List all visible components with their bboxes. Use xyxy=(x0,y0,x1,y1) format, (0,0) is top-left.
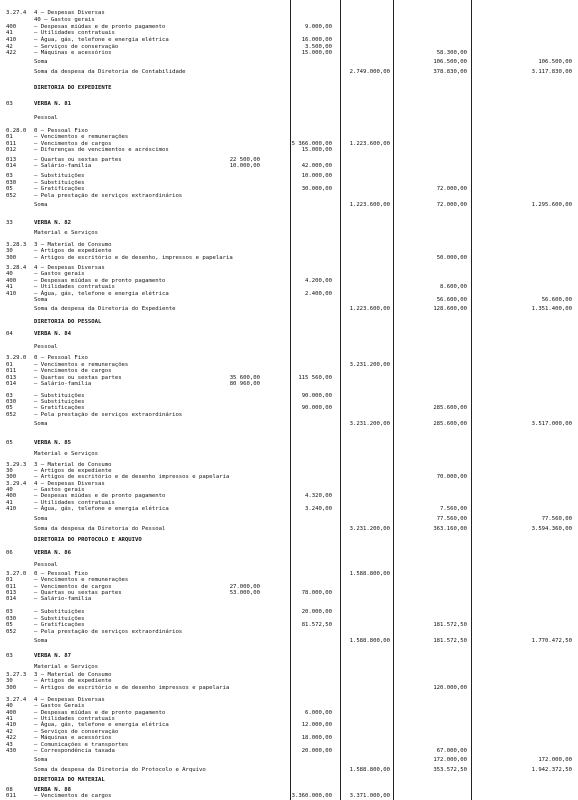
row-description: Soma da despesa da Diretoria do Pessoal xyxy=(34,526,166,532)
row-description: — Utilidades contratuais xyxy=(34,284,115,290)
row-value-col3: 3.231.200,00 xyxy=(349,421,390,427)
row-value-col5: 106.500,00 xyxy=(538,59,572,65)
row-description: Soma xyxy=(34,638,48,644)
row-code: 422 xyxy=(6,50,17,56)
row-description: — Pela prestação de serviços extraordinários xyxy=(34,193,183,199)
row-value-col1: 22 500,00 xyxy=(229,157,260,163)
row-description: — Quartas ou sextas partes xyxy=(34,375,122,381)
row-description: 0 — Pessoal Fixo xyxy=(34,571,88,577)
row-code: 3.27.4 xyxy=(6,10,27,16)
row-description: 4 — Despesas Diversas xyxy=(34,697,105,703)
row-value-col5: 172.000,00 xyxy=(538,757,572,763)
row-code: 04 xyxy=(6,331,13,337)
row-description: — Água, gás, telefone e energia elétrica xyxy=(34,722,169,728)
row-code: 05 xyxy=(6,405,13,411)
row-code: 42 xyxy=(6,44,13,50)
ledger-row xyxy=(0,330,578,338)
row-value-col2: 81.572,50 xyxy=(301,622,332,628)
ledger-row xyxy=(0,100,578,108)
row-description: Soma da despesa da Diretoria do Expediente xyxy=(34,306,176,312)
row-value-col2: 78.000,00 xyxy=(301,590,332,596)
row-description: — Gratificações xyxy=(34,622,85,628)
row-code: 400 xyxy=(6,710,17,716)
row-value-col2: 115 560,00 xyxy=(298,375,332,381)
ledger-row xyxy=(0,525,578,533)
row-code: 014 xyxy=(6,163,17,169)
row-value-col1: 35 600,00 xyxy=(229,375,260,381)
row-description: Material e Serviços xyxy=(34,664,98,670)
row-value-col2: 4.320,00 xyxy=(305,493,332,499)
row-description: — Água, gás, telefone e energia elétrica xyxy=(34,291,169,297)
row-value-col2: 3.240,00 xyxy=(305,506,332,512)
row-code: 30 xyxy=(6,468,13,474)
row-description: — Correspondência taxada xyxy=(34,748,115,754)
row-description: — Substituições xyxy=(34,616,85,622)
row-description: Soma xyxy=(34,59,48,65)
row-description: — Gastos gerais xyxy=(34,487,85,493)
row-description: — Vencimentos de cargos xyxy=(34,793,112,799)
row-value-col5: 3.517.000,00 xyxy=(531,421,572,427)
row-code: 41 xyxy=(6,716,13,722)
row-description: DIRETORIA DO EXPEDIENTE xyxy=(34,85,112,91)
row-description: — Artigos de expediente xyxy=(34,678,112,684)
row-value-col3: 1.223.600,00 xyxy=(349,306,390,312)
row-description: — Pela prestação de serviços extraordinários xyxy=(34,629,183,635)
row-description: Soma xyxy=(34,202,48,208)
row-value-col2: 16.000,00 xyxy=(301,37,332,43)
row-code: 012 xyxy=(6,147,17,153)
row-description: — Gratificações xyxy=(34,405,85,411)
row-code: 013 xyxy=(6,375,17,381)
row-value-col4: 106.500,00 xyxy=(433,59,467,65)
row-value-col2: 9.000,00 xyxy=(305,24,332,30)
row-value-col2: 12.000,00 xyxy=(301,722,332,728)
row-description: VERBA N. 88 xyxy=(34,787,72,793)
row-description: — Artigos de expediente xyxy=(34,468,112,474)
row-description: 4 — Despesas Diversas xyxy=(34,10,105,16)
row-description: — Salário-família xyxy=(34,163,92,169)
row-description: 3 — Material de Consumo xyxy=(34,672,112,678)
row-value-col4: 120.000,00 xyxy=(433,685,467,691)
row-description: — Serviços de conservação xyxy=(34,44,119,50)
row-value-col2: 10.000,00 xyxy=(301,173,332,179)
row-description: — Serviços de conservação xyxy=(34,729,119,735)
row-code: 410 xyxy=(6,291,17,297)
row-description: 4 — Despesas Diversas xyxy=(34,265,105,271)
row-code: 30 xyxy=(6,248,13,254)
row-code: 030 xyxy=(6,180,17,186)
ledger-row xyxy=(0,201,578,209)
row-description: — Despesas miúdas e de pronto pagamento xyxy=(34,493,166,499)
row-description: — Gastos gerais xyxy=(34,271,85,277)
ledger-row xyxy=(0,439,578,447)
row-description: Soma xyxy=(34,757,48,763)
ledger-row xyxy=(0,68,578,76)
row-code: 410 xyxy=(6,506,17,512)
row-description: VERBA N. 87 xyxy=(34,653,72,659)
row-code: 01 xyxy=(6,577,13,583)
row-value-col4: 353.572,50 xyxy=(433,767,467,773)
ledger-row xyxy=(0,505,578,513)
row-description: DIRETORIA DO PROTOCOLO E ARQUIVO xyxy=(34,537,142,543)
row-description: Soma da despesa da Diretoria do Protocolo e Arquivo xyxy=(34,767,206,773)
row-description: — Substituições xyxy=(34,399,85,405)
row-description: Material e Serviços xyxy=(34,230,98,236)
row-value-col3: 1.588.800,00 xyxy=(349,571,390,577)
row-value-col4: 72.000,00 xyxy=(436,186,467,192)
row-value-col4: 50.000,00 xyxy=(436,255,467,261)
row-description: — Vencimentos de cargos xyxy=(34,368,112,374)
row-description: — Gratificações xyxy=(34,186,85,192)
row-value-col1: 80 960,00 xyxy=(229,381,260,387)
ledger-row xyxy=(0,792,578,800)
row-value-col3: 3.231.200,00 xyxy=(349,362,390,368)
row-value-col2: 90.000,00 xyxy=(301,393,332,399)
row-value-col5: 1.770.472,50 xyxy=(531,638,572,644)
row-value-col5: 56.600,00 xyxy=(541,297,572,303)
row-description: — Máquinas e acessórios xyxy=(34,50,112,56)
row-code: 013 xyxy=(6,157,17,163)
row-value-col2: 6.000,00 xyxy=(305,710,332,716)
row-value-col5: 77.560,00 xyxy=(541,516,572,522)
row-description: — Vencimentos e remunerações xyxy=(34,362,129,368)
ledger-row xyxy=(0,146,578,154)
row-value-col2: 15.000,00 xyxy=(301,50,332,56)
row-description: — Quartas ou sextas partes xyxy=(34,590,122,596)
row-code: 011 xyxy=(6,584,17,590)
row-description: VERBA N. 82 xyxy=(34,220,72,226)
ledger-row xyxy=(0,305,578,313)
row-description: — Salário-família xyxy=(34,381,92,387)
row-description: — Substituições xyxy=(34,173,85,179)
row-value-col4: 285.600,00 xyxy=(433,421,467,427)
row-code: 01 xyxy=(6,134,13,140)
row-description: — Artigos de escritório e de desenho impressos e papelaria xyxy=(34,685,230,691)
ledger-row xyxy=(0,411,578,419)
row-value-col5: 1.942.372,50 xyxy=(531,767,572,773)
ledger-row xyxy=(0,318,578,326)
row-code: 400 xyxy=(6,493,17,499)
row-description: 0 — Pessoal Fixo xyxy=(34,355,88,361)
row-description: 3 — Material de Consumo xyxy=(34,462,112,468)
row-value-col4: 7.560,00 xyxy=(440,506,467,512)
row-description: DIRETORIA DO PESSOAL xyxy=(34,319,102,325)
ledger-row xyxy=(0,84,578,92)
row-value-col2: 3.500,00 xyxy=(305,44,332,50)
ledger-row xyxy=(0,162,578,170)
row-value-col2: 20.000,00 xyxy=(301,748,332,754)
row-description: — Vencimentos e remunerações xyxy=(34,134,129,140)
ledger-row xyxy=(0,776,578,784)
row-description: Soma da despesa da Diretoria de Contabilidade xyxy=(34,69,186,75)
ledger-row xyxy=(0,192,578,200)
row-value-col2: 2.400,00 xyxy=(305,291,332,297)
ledger-row xyxy=(0,254,578,262)
row-code: 052 xyxy=(6,412,17,418)
row-value-col3: 1.223.600,00 xyxy=(349,202,390,208)
row-code: 33 xyxy=(6,220,13,226)
row-code: 03 xyxy=(6,653,13,659)
row-code: 300 xyxy=(6,474,17,480)
row-description: — Gastos Gerais xyxy=(34,703,85,709)
ledger-row xyxy=(0,684,578,692)
row-description: — Água, gás, telefone e energia elétrica xyxy=(34,37,169,43)
row-code: 06 xyxy=(6,550,13,556)
row-value-col4: 67.000,00 xyxy=(436,748,467,754)
row-value-col4: 378.830,00 xyxy=(433,69,467,75)
row-value-col3: 1.588.800,00 xyxy=(349,638,390,644)
row-code: 43 xyxy=(6,742,13,748)
row-code: 3.28.3 xyxy=(6,242,27,248)
row-description: — Substituições xyxy=(34,609,85,615)
row-code: 3.29.0 xyxy=(6,355,27,361)
row-description: — Artigos de expediente xyxy=(34,248,112,254)
row-description: 4 — Despesas Diversas xyxy=(34,481,105,487)
row-value-col2: 15.000,00 xyxy=(301,147,332,153)
ledger-row xyxy=(0,766,578,774)
row-code: 013 xyxy=(6,590,17,596)
ledger-row xyxy=(0,652,578,660)
row-value-col5: 1.351.400,00 xyxy=(531,306,572,312)
row-code: 05 xyxy=(6,186,13,192)
row-description: — Utilidades contratuais xyxy=(34,500,115,506)
row-value-col3: 1.588.800,00 xyxy=(349,767,390,773)
row-description: Soma xyxy=(34,421,48,427)
row-code: 030 xyxy=(6,399,17,405)
ledger-row xyxy=(0,380,578,388)
row-value-col3: 3.371.000,00 xyxy=(349,793,390,799)
row-value-col2: 5 366.000,00 xyxy=(291,141,332,147)
row-code: 30 xyxy=(6,678,13,684)
row-code: 3.28.4 xyxy=(6,265,27,271)
row-description: 0 — Pessoal Fixo xyxy=(34,128,88,134)
ledger-row xyxy=(0,628,578,636)
row-code: 3.29.3 xyxy=(6,462,27,468)
ledger-row xyxy=(0,58,578,66)
row-value-col4: 181.572,50 xyxy=(433,622,467,628)
ledger-row xyxy=(0,515,578,523)
row-value-col5: 3.117.830,00 xyxy=(531,69,572,75)
row-code: 03 xyxy=(6,173,13,179)
ledger-row xyxy=(0,114,578,122)
row-description: DIRETORIA DO MATERIAL xyxy=(34,777,105,783)
ledger-row xyxy=(0,549,578,557)
row-value-col2: 42.000,00 xyxy=(301,163,332,169)
row-description: — Substituições xyxy=(34,393,85,399)
row-value-col5: 1.295.600,00 xyxy=(531,202,572,208)
row-value-col1: 27.000,00 xyxy=(229,584,260,590)
row-description: — Água, gás, telefone e energia elétrica xyxy=(34,506,169,512)
row-value-col1: 53.000,00 xyxy=(229,590,260,596)
row-description: Soma xyxy=(34,297,48,303)
row-description: VERBA N. 85 xyxy=(34,440,72,446)
row-code: 052 xyxy=(6,193,17,199)
row-code: 3.27.4 xyxy=(6,697,27,703)
row-value-col4: 70.000,00 xyxy=(436,474,467,480)
row-description: — Comunicações e transportes xyxy=(34,742,129,748)
row-description: — Salário-família xyxy=(34,596,92,602)
row-code: 400 xyxy=(6,24,17,30)
row-code: 03 xyxy=(6,393,13,399)
row-description: — Despesas miúdas e de pronto pagamento xyxy=(34,24,166,30)
row-value-col4: 58.300,00 xyxy=(436,50,467,56)
row-code: 42 xyxy=(6,729,13,735)
row-value-col4: 181.572,50 xyxy=(433,638,467,644)
row-code: 3.27.3 xyxy=(6,672,27,678)
ledger-row xyxy=(0,536,578,544)
ledger-row xyxy=(0,296,578,304)
row-code: 3.27.0 xyxy=(6,571,27,577)
row-description: — Substituições xyxy=(34,180,85,186)
row-code: 300 xyxy=(6,255,17,261)
row-value-col3: 2.749.000,00 xyxy=(349,69,390,75)
row-description: VERBA N. 84 xyxy=(34,331,72,337)
row-description: Pessoal xyxy=(34,115,58,121)
row-description: — Quartas ou sextas partes xyxy=(34,157,122,163)
row-description: — Pela prestação de serviços extraordinários xyxy=(34,412,183,418)
row-code: 430 xyxy=(6,748,17,754)
row-code: 422 xyxy=(6,735,17,741)
row-value-col1: 10.000,00 xyxy=(229,163,260,169)
row-description: — Vencimentos e remunerações xyxy=(34,577,129,583)
row-description: Soma xyxy=(34,516,48,522)
row-value-col2: 4.200,00 xyxy=(305,278,332,284)
row-value-col2: 3.360.000,00 xyxy=(291,793,332,799)
row-value-col4: 172.000,00 xyxy=(433,757,467,763)
row-value-col4: 8.600,00 xyxy=(440,284,467,290)
row-code: 41 xyxy=(6,500,13,506)
row-description: — Diferenças de vencimentos e acréscimos xyxy=(34,147,169,153)
ledger-row xyxy=(0,747,578,755)
ledger-row xyxy=(0,229,578,237)
row-value-col4: 363.160,00 xyxy=(433,526,467,532)
row-code: 014 xyxy=(6,596,17,602)
row-value-col2: 90.000,00 xyxy=(301,405,332,411)
row-value-col3: 3.231.200,00 xyxy=(349,526,390,532)
row-code: 05 xyxy=(6,622,13,628)
row-code: 40 xyxy=(6,703,13,709)
row-code: 410 xyxy=(6,722,17,728)
row-code: 011 xyxy=(6,141,17,147)
row-code: 030 xyxy=(6,616,17,622)
row-code: 300 xyxy=(6,685,17,691)
row-code: 410 xyxy=(6,37,17,43)
row-code: 41 xyxy=(6,284,13,290)
ledger-row xyxy=(0,756,578,764)
row-code: 41 xyxy=(6,30,13,36)
row-code: 3.29.4 xyxy=(6,481,27,487)
row-value-col2: 20.000,00 xyxy=(301,609,332,615)
ledger-row xyxy=(0,595,578,603)
row-description: Pessoal xyxy=(34,344,58,350)
row-code: 40 xyxy=(6,271,13,277)
ledger-row xyxy=(0,450,578,458)
row-value-col2: 18.000,00 xyxy=(301,735,332,741)
row-description: — Utilidades contratuais xyxy=(34,30,115,36)
row-description: — Artigos de escritório e de desenho impressos e papelaria xyxy=(34,474,230,480)
row-code: 052 xyxy=(6,629,17,635)
row-code: 08 xyxy=(6,787,13,793)
row-description: Pessoal xyxy=(34,562,58,568)
row-code: 03 xyxy=(6,609,13,615)
row-value-col2: 30.000,00 xyxy=(301,186,332,192)
ledger-row xyxy=(0,637,578,645)
ledger-row xyxy=(0,49,578,57)
row-code: 014 xyxy=(6,381,17,387)
row-value-col4: 56.600,00 xyxy=(436,297,467,303)
ledger-row xyxy=(0,343,578,351)
row-description: VERBA N. 86 xyxy=(34,550,72,556)
row-value-col4: 128.600,00 xyxy=(433,306,467,312)
row-code: 0.28.0 xyxy=(6,128,27,134)
row-code: 01 xyxy=(6,362,13,368)
row-code: 03 xyxy=(6,101,13,107)
row-code: 011 xyxy=(6,793,17,799)
row-description: VERBA N. 81 xyxy=(34,101,72,107)
row-value-col4: 72.000,00 xyxy=(436,202,467,208)
row-value-col4: 77.560,00 xyxy=(436,516,467,522)
row-description: — Vencimentos de cargos xyxy=(34,584,112,590)
row-description: Material e Serviços xyxy=(34,451,98,457)
ledger-row xyxy=(0,420,578,428)
ledger-row xyxy=(0,663,578,671)
row-description: — Despesas miúdas e de pronto pagamento xyxy=(34,278,166,284)
row-value-col5: 3.594.360,00 xyxy=(531,526,572,532)
ledger-row xyxy=(0,219,578,227)
row-description: 40 — Gastos gerais xyxy=(34,17,95,23)
row-value-col3: 1.223.600,00 xyxy=(349,141,390,147)
row-description: — Artigos de escritório e de desenho, impressos e papelaria xyxy=(34,255,233,261)
row-code: 011 xyxy=(6,368,17,374)
row-description: — Vencimentos de cargos xyxy=(34,141,112,147)
row-value-col4: 285.600,00 xyxy=(433,405,467,411)
row-description: — Despesas miúdas e de pronto pagamento xyxy=(34,710,166,716)
row-code: 400 xyxy=(6,278,17,284)
row-code: 40 xyxy=(6,487,13,493)
row-code: 05 xyxy=(6,440,13,446)
row-description: — Utilidades contratuais xyxy=(34,716,115,722)
row-description: 3 — Material de Consumo xyxy=(34,242,112,248)
row-description: — Máquinas e acessórios xyxy=(34,735,112,741)
ledger-row xyxy=(0,561,578,569)
